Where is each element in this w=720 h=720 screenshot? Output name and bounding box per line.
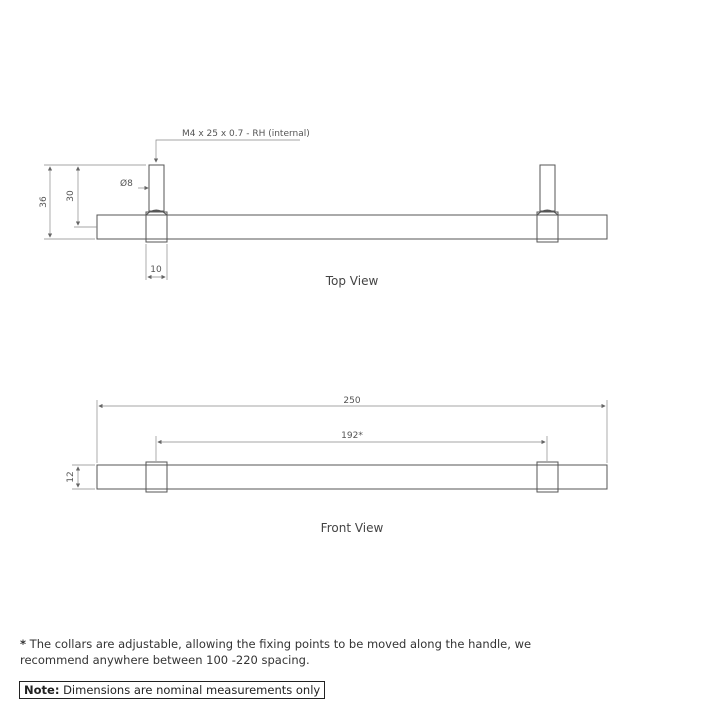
left-post bbox=[149, 165, 164, 211]
dim-250-label: 250 bbox=[343, 396, 361, 406]
front-view bbox=[66, 396, 607, 535]
front-view-bar bbox=[97, 465, 607, 489]
dim-dia-label: Ø8 bbox=[120, 179, 133, 189]
top-view bbox=[39, 129, 607, 288]
footnote bbox=[20, 636, 540, 668]
front-view-title: Front View bbox=[320, 521, 384, 535]
footnote-star: * bbox=[20, 637, 27, 651]
right-post bbox=[540, 165, 555, 211]
dim-30-label: 30 bbox=[66, 190, 76, 202]
left-collar-front bbox=[146, 462, 167, 492]
thread-callout: M4 x 25 x 0.7 - RH (internal) bbox=[182, 129, 310, 139]
right-collar-top bbox=[537, 212, 558, 242]
top-view-title: Top View bbox=[325, 274, 379, 288]
note-label: Note: bbox=[24, 683, 60, 697]
right-collar-front bbox=[537, 462, 558, 492]
footnote-text: The collars are adjustable, allowing the fixing points to be moved along the handle, we recommend anywhere between 100 -220 spacing. bbox=[20, 637, 532, 667]
dim-192-label: 192* bbox=[341, 431, 363, 441]
note-text: Dimensions are nominal measurements only bbox=[63, 683, 321, 697]
top-view-bar bbox=[97, 215, 607, 239]
left-collar-top bbox=[146, 212, 167, 242]
dim-10-label: 10 bbox=[150, 265, 162, 275]
dim-36-label: 36 bbox=[39, 196, 49, 208]
dim-12-label: 12 bbox=[66, 471, 76, 483]
thread-leader bbox=[156, 140, 300, 162]
note-box bbox=[19, 681, 325, 699]
